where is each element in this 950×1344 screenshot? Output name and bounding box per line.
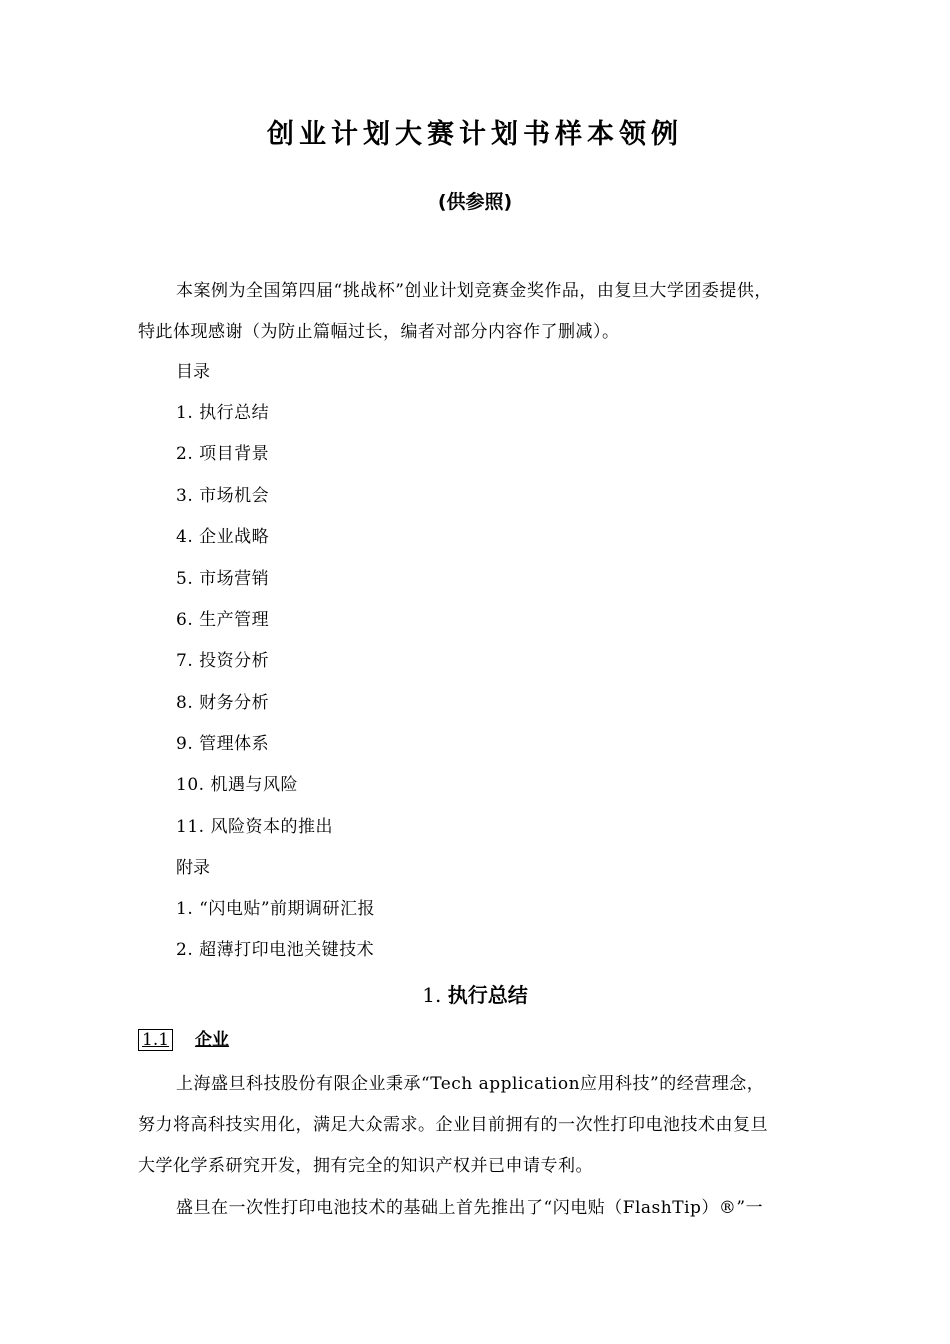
body-line-3: 大学化学系研究开发，拥有完全的知识产权并已申请专利。	[138, 1156, 593, 1176]
toc-item: 2. 项目背景	[176, 444, 270, 464]
section-number: 1.	[422, 983, 442, 1007]
subsection-number: 1.1	[138, 1029, 173, 1051]
toc-item: 7. 投资分析	[176, 651, 270, 671]
appendix-heading: 附录	[176, 858, 210, 878]
document-title: 创业计划大赛计划书样本领例	[267, 119, 683, 150]
intro-line-2: 特此体现感谢（为防止篇幅过长，编者对部分内容作了删减）。	[138, 322, 620, 342]
appendix-item: 1. “闪电贴”前期调研汇报	[176, 899, 376, 919]
subsection-heading	[138, 1026, 229, 1054]
toc-item: 3. 市场机会	[176, 486, 270, 506]
body-line-4: 盛旦在一次性打印电池技术的基础上首先推出了“闪电贴（FlashTip）®”一	[176, 1198, 764, 1218]
body-line-1: 上海盛旦科技股份有限企业秉承“Tech application应用科技”的经营理念，	[176, 1074, 765, 1094]
toc-item: 11. 风险资本的推出	[176, 817, 333, 837]
toc-item: 9. 管理体系	[176, 734, 270, 754]
toc-item: 4. 企业战略	[176, 527, 270, 547]
subsection-title: 企业	[195, 1030, 230, 1050]
body-line-2: 努力将高科技实用化，满足大众需求。企业目前拥有的一次性打印电池技术由复旦	[138, 1115, 768, 1135]
toc-item: 1. 执行总结	[176, 403, 270, 423]
toc-item: 10. 机遇与风险	[176, 775, 298, 795]
section-heading	[0, 978, 950, 1012]
toc-item: 8. 财务分析	[176, 693, 270, 713]
document-subtitle: (供参照)	[437, 191, 513, 213]
intro-line-1: 本案例为全国第四届“挑战杯”创业计划竞赛金奖作品，由复旦大学团委提供，	[176, 281, 772, 301]
section-title: 执行总结	[447, 983, 528, 1007]
toc-item: 6. 生产管理	[176, 610, 270, 630]
toc-item: 5. 市场营销	[176, 569, 270, 589]
toc-heading: 目录	[176, 362, 210, 382]
appendix-item: 2. 超薄打印电池关键技术	[176, 940, 375, 960]
